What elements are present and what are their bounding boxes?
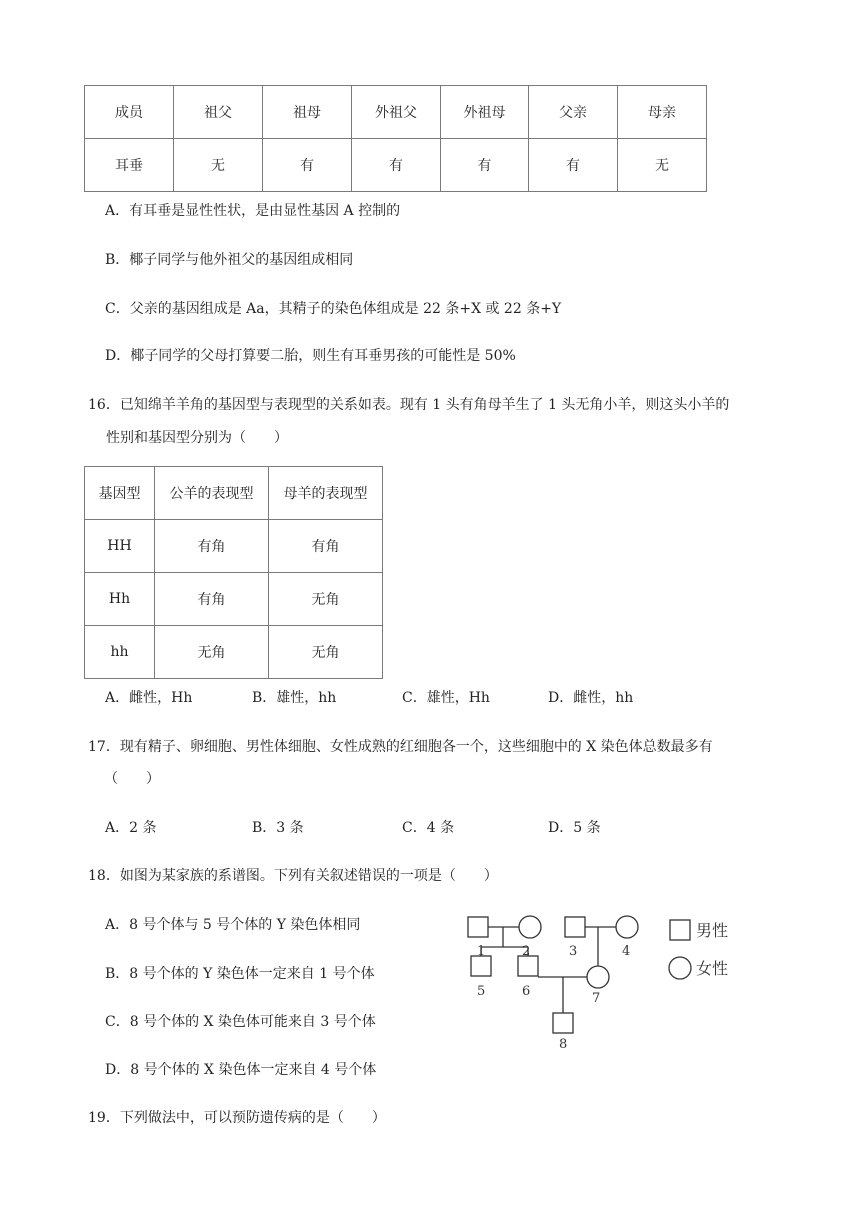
table-cell: 有角 (269, 520, 383, 573)
pedigree-number: 3 (569, 944, 578, 959)
q17-option-a: A．2 条 (105, 820, 157, 836)
q15-option-d: D．椰子同学的父母打算要二胎，则生有耳垂男孩的可能性是 50% (105, 348, 516, 364)
q18-option-c: C．8 号个体的 X 染色体可能来自 3 号个体 (105, 1014, 376, 1030)
earlobe-table (84, 85, 707, 192)
male-symbol (468, 917, 488, 937)
pedigree-number: 8 (559, 1037, 568, 1052)
legend-female-label: 女性 (696, 959, 729, 978)
legend-male-label: 男性 (696, 921, 729, 940)
table-cell: 母羊的表现型 (269, 467, 383, 520)
pedigree-number: 5 (477, 984, 486, 999)
table-cell: 无 (174, 139, 263, 192)
q16-option-c: C．雄性，Hh (402, 690, 490, 706)
female-symbol (519, 916, 541, 938)
male-symbol (553, 1013, 573, 1033)
q16-option-b: B．雄性，hh (252, 690, 337, 706)
q17-option-d: D．5 条 (548, 820, 601, 836)
q16-stem-line1: 16．已知绵羊羊角的基因型与表现型的关系如表。现有 1 头有角母羊生了 1 头无角小羊，则这头小羊的 (88, 397, 730, 413)
table-cell: HH (85, 520, 155, 573)
pedigree-number: 1 (477, 944, 486, 959)
female-symbol (616, 916, 638, 938)
q17-option-c: C．4 条 (402, 820, 455, 836)
pedigree-number: 7 (592, 991, 601, 1006)
q18-stem: 18．如图为某家族的系谱图。下列有关叙述错误的一项是（ ） (88, 868, 498, 884)
male-symbol (565, 917, 585, 937)
table-cell: 无角 (269, 573, 383, 626)
table-cell: 公羊的表现型 (155, 467, 269, 520)
table-cell: 有 (263, 139, 352, 192)
q15-option-b: B．椰子同学与他外祖父的基因组成相同 (105, 252, 354, 268)
q16-stem-line2: 性别和基因型分别为（ ） (106, 430, 288, 446)
q18-option-a: A．8 号个体与 5 号个体的 Y 染色体相同 (105, 917, 361, 933)
table-cell: 外祖母 (441, 86, 529, 139)
table-cell: 有 (352, 139, 441, 192)
table-row (85, 139, 707, 192)
table-cell: 有角 (155, 573, 269, 626)
table-cell: 成员 (85, 86, 174, 139)
table-header-row (85, 467, 383, 520)
table-row (85, 626, 383, 679)
legend-male-icon (670, 920, 690, 940)
q15-option-c: C．父亲的基因组成是 Aa，其精子的染色体组成是 22 条+X 或 22 条+Y (105, 301, 562, 317)
table-cell: 祖父 (174, 86, 263, 139)
table-cell: 耳垂 (85, 139, 174, 192)
q16-option-a: A．雌性，Hh (105, 690, 193, 706)
table-cell: 无 (618, 139, 707, 192)
q16-option-d: D．雌性，hh (548, 690, 634, 706)
pedigree-diagram (455, 905, 755, 1055)
table-cell: 无角 (269, 626, 383, 679)
table-cell: 祖母 (263, 86, 352, 139)
table-cell: 有 (441, 139, 529, 192)
q15-option-a: A．有耳垂是显性性状，是由显性基因 A 控制的 (105, 203, 401, 219)
table-cell: 外祖父 (352, 86, 441, 139)
q17-option-b: B．3 条 (252, 820, 304, 836)
table-cell: 基因型 (85, 467, 155, 520)
pedigree-number: 6 (522, 984, 531, 999)
pedigree-number: 4 (622, 944, 631, 959)
table-cell: Hh (85, 573, 155, 626)
q17-stem-line1: 17．现有精子、卵细胞、男性体细胞、女性成熟的红细胞各一个，这些细胞中的 X 染色体总数最多有 (88, 739, 713, 755)
legend-female-icon (669, 957, 691, 979)
table-cell: 有角 (155, 520, 269, 573)
q18-option-d: D．8 号个体的 X 染色体一定来自 4 号个体 (105, 1062, 377, 1078)
female-symbol (587, 966, 609, 988)
table-row (85, 573, 383, 626)
male-symbol (518, 956, 538, 976)
q17-stem-line2: （ ） (104, 771, 160, 787)
table-cell: 无角 (155, 626, 269, 679)
male-symbol (471, 956, 491, 976)
table-cell: 父亲 (529, 86, 618, 139)
sheep-horn-table (84, 466, 383, 679)
table-cell: hh (85, 626, 155, 679)
q19-stem: 19．下列做法中，可以预防遗传病的是（ ） (88, 1110, 386, 1126)
pedigree-number: 2 (522, 944, 531, 959)
table-cell: 有 (529, 139, 618, 192)
q18-option-b: B．8 号个体的 Y 染色体一定来自 1 号个体 (105, 966, 375, 982)
table-cell: 母亲 (618, 86, 707, 139)
table-header-row (85, 86, 707, 139)
table-row (85, 520, 383, 573)
